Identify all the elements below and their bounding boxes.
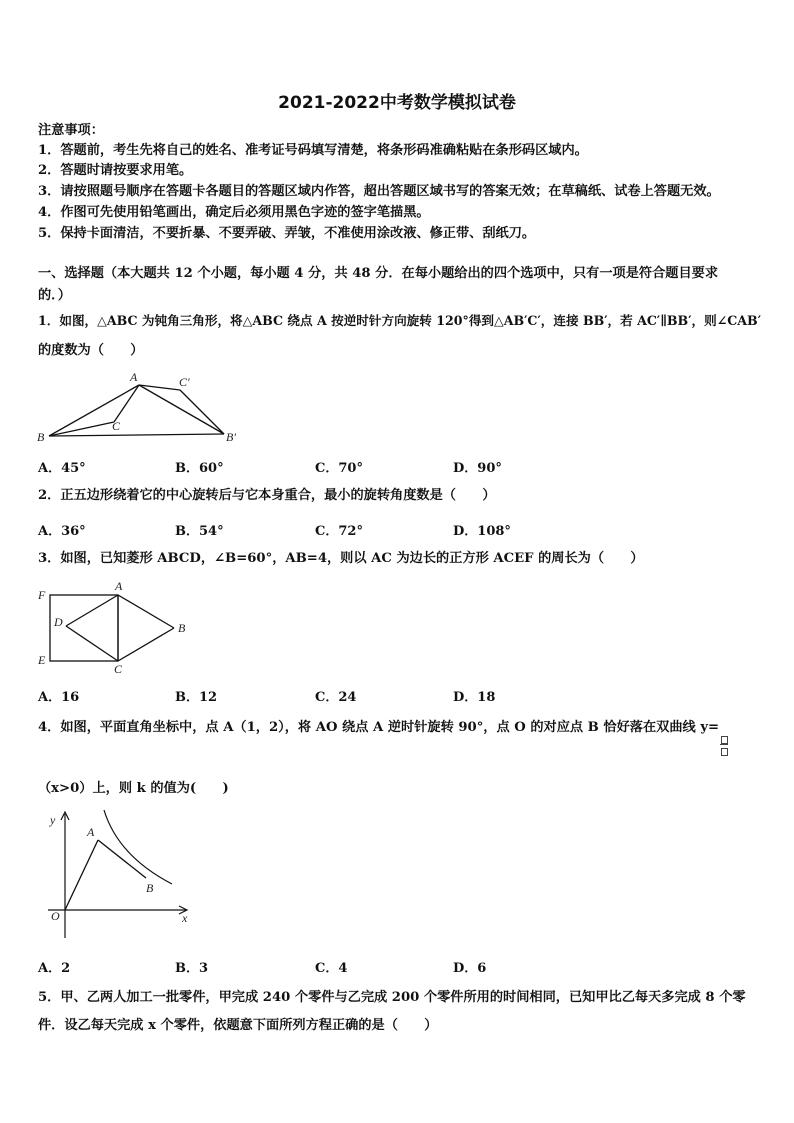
- question-1-text-cont: 的度数为（ ）: [38, 343, 144, 358]
- option-c: C．70°: [315, 461, 363, 476]
- notice-item: 1．答题前，考生先将自己的姓名、准考证号码填写清楚，将条形码准确粘贴在条形码区域内。: [38, 143, 588, 158]
- section-heading: 一、选择题（本大题共 12 个小题，每小题 4 分，共 48 分．在每小题给出的四个选项中，只有一项是符合题目要求: [38, 266, 719, 281]
- label-c: C: [114, 662, 123, 676]
- label-c: C: [112, 419, 121, 433]
- question-1-figure: [34, 368, 244, 448]
- notice-item: 4．作图可先使用铅笔画出，确定后必须用黑色字迹的签字笔描黑。: [38, 205, 430, 220]
- question-4-figure: [40, 808, 200, 948]
- option-c: C．4: [315, 961, 348, 976]
- question-4-text: 4．如图，平面直角坐标中，点 A（1，2），将 AO 绕点 A 逆时针旋转 90°，点 O 的对应点 B 恰好落在双曲线 y=: [38, 720, 720, 735]
- notice-item: 2．答题时请按要求用笔。: [38, 163, 193, 178]
- option-b: B．54°: [175, 524, 224, 539]
- label-x: x: [182, 911, 188, 925]
- label-b: B: [37, 430, 45, 444]
- question-5-text: 5．甲、乙两人加工一批零件，甲完成 240 个零件与乙完成 200 个零件所用的时间相同，已知甲比乙每天多完成 8 个零: [38, 990, 746, 1005]
- label-c-prime: C′: [179, 375, 190, 389]
- label-a: A: [130, 370, 138, 384]
- label-y: y: [50, 813, 56, 827]
- notice-heading: 注意事项：: [38, 123, 104, 138]
- option-d: D．18: [453, 690, 496, 705]
- notice-item: 5．保持卡面清洁，不要折暴、不要弄破、弄皱，不准使用涂改液、修正带、刮纸刀。: [38, 226, 536, 241]
- question-3-figure: [34, 578, 194, 676]
- label-b-prime: B′: [226, 430, 236, 444]
- question-5-text-cont: 件．设乙每天完成 x 个零件，依题意下面所列方程正确的是（ ）: [38, 1018, 438, 1033]
- option-d: D．90°: [453, 461, 502, 476]
- option-a: A．45°: [38, 461, 86, 476]
- page-title: 2021-2022中考数学模拟试卷: [278, 93, 516, 113]
- option-c: C．24: [315, 690, 357, 705]
- option-d: D．6: [453, 961, 487, 976]
- question-1-text: 1．如图，△ABC 为钝角三角形，将△ABC 绕点 A 按逆时针方向旋转 120°得到△AB′C′，连接 BB′，若 AC′∥BB′，则∠CAB′: [38, 313, 762, 328]
- label-o: O: [51, 909, 60, 923]
- question-4-text-cont: （x>0）上，则 k 的值为( ): [38, 781, 229, 796]
- fraction-k-over-x-icon: [720, 734, 728, 756]
- option-c: C．72°: [315, 524, 363, 539]
- label-b: B: [146, 881, 154, 895]
- notice-item: 3．请按照题号顺序在答题卡各题目的答题区域内作答，超出答题区域书写的答案无效；在草稿纸、试卷上答题无效。: [38, 184, 720, 199]
- option-b: B．12: [175, 690, 218, 705]
- label-f: F: [38, 588, 46, 602]
- option-d: D．108°: [453, 524, 511, 539]
- label-b: B: [178, 621, 186, 635]
- question-3-text: 3．如图，已知菱形 ABCD，∠B=60°，AB=4，则以 AC 为边长的正方形 ACEF 的周长为（ ）: [38, 551, 644, 566]
- option-b: B．3: [175, 961, 209, 976]
- label-d: D: [54, 615, 63, 629]
- label-e: E: [38, 653, 46, 667]
- question-2-text: 2．正五边形绕着它的中心旋转后与它本身重合，最小的旋转角度数是（ ）: [38, 488, 496, 503]
- section-heading-cont: 的．）: [38, 288, 71, 303]
- option-a: A．36°: [38, 524, 86, 539]
- label-a: A: [87, 825, 95, 839]
- option-b: B．60°: [175, 461, 224, 476]
- label-a: A: [115, 579, 123, 593]
- option-a: A．2: [38, 961, 71, 976]
- option-a: A．16: [38, 690, 80, 705]
